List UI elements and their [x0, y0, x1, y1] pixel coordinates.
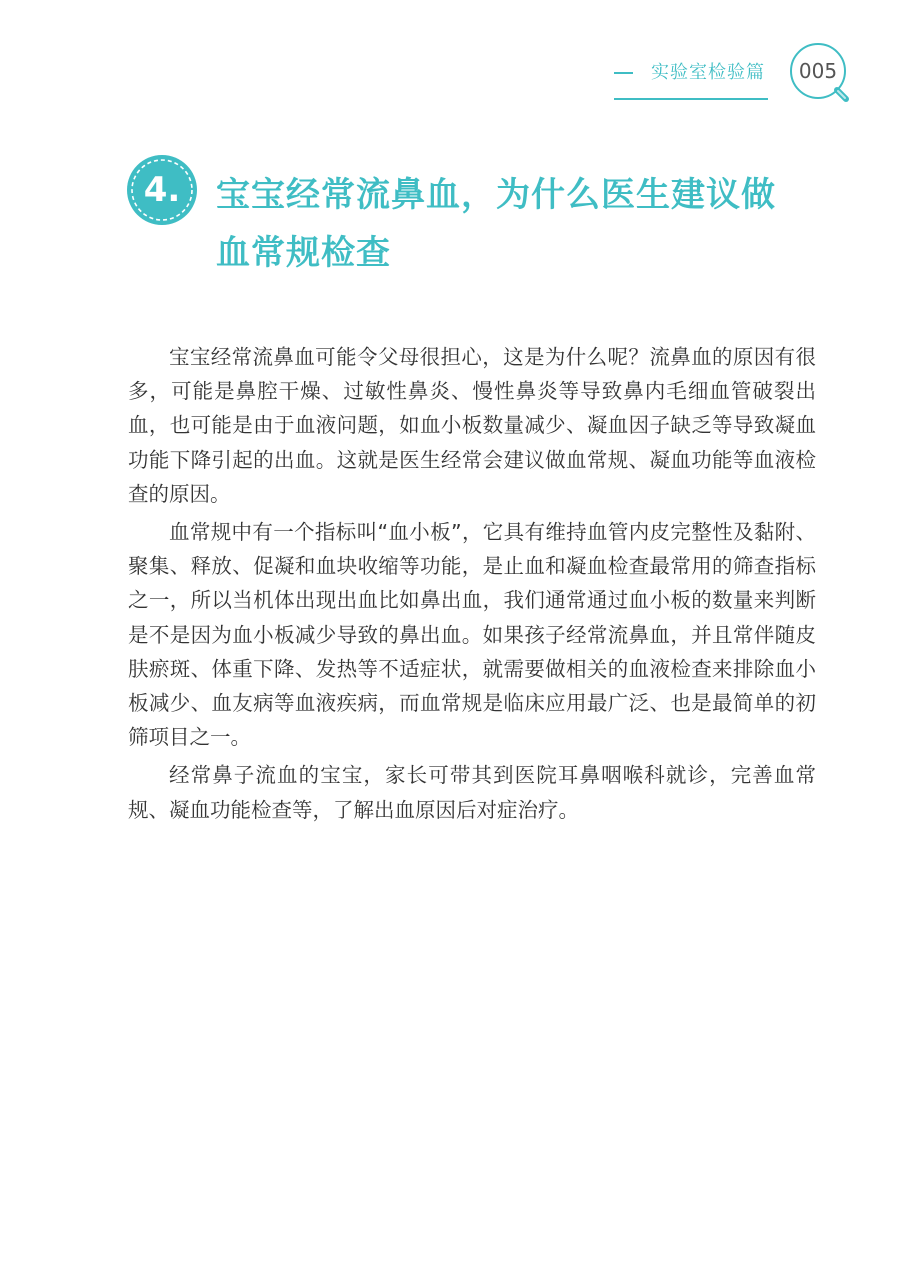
paragraph-1: 宝宝经常流鼻血可能令父母很担心，这是为什么呢？流鼻血的原因有很多，可能是鼻腔干燥、过敏性鼻炎、慢性鼻炎等导致鼻内毛细血管破裂出血，也可能是由于血液问题，如血小板数量减少、凝血因子缺乏等导致凝血功能下降引起的出血。这就是医生经常会建议做血常规、凝血功能等血液检查的原因。 — [128, 345, 816, 506]
section-number: 4. — [143, 170, 181, 210]
paragraph-2: 血常规中有一个指标叫“血小板”，它具有维持血管内皮完整性及黏附、聚集、释放、促凝和血块收缩等功能，是止血和凝血检查最常用的筛查指标之一，所以当机体出现出血比如鼻出血，我们通常通过血小板的数量来判断是不是因为血小板减少导致的鼻出血。如果孩子经常流鼻血，并且常伴随皮肤瘀斑、体重下降、发热等不适症状，就需要做相关的血液检查来排除血小板减少、血友病等血液疾病，而血常规是临床应用最广泛、也是最简单的初筛项目之一。 — [128, 520, 816, 750]
page-number: 005 — [798, 59, 838, 83]
page-title — [216, 166, 816, 282]
title-line-2: 血常规检查 — [216, 233, 391, 273]
section-number-badge — [126, 154, 198, 226]
page-number-badge — [782, 42, 862, 110]
paragraph-3: 经常鼻子流血的宝宝，家长可带其到医院耳鼻咽喉科就诊，完善血常规、凝血功能检查等，了解出血原因后对症治疗。 — [128, 763, 816, 822]
title-line-1: 宝宝经常流鼻血，为什么医生建议做 — [216, 175, 776, 215]
section-title: 实验室检验篇 — [651, 62, 765, 83]
header-dash — [614, 72, 633, 74]
article-body — [128, 340, 816, 831]
header-rule — [614, 98, 768, 100]
